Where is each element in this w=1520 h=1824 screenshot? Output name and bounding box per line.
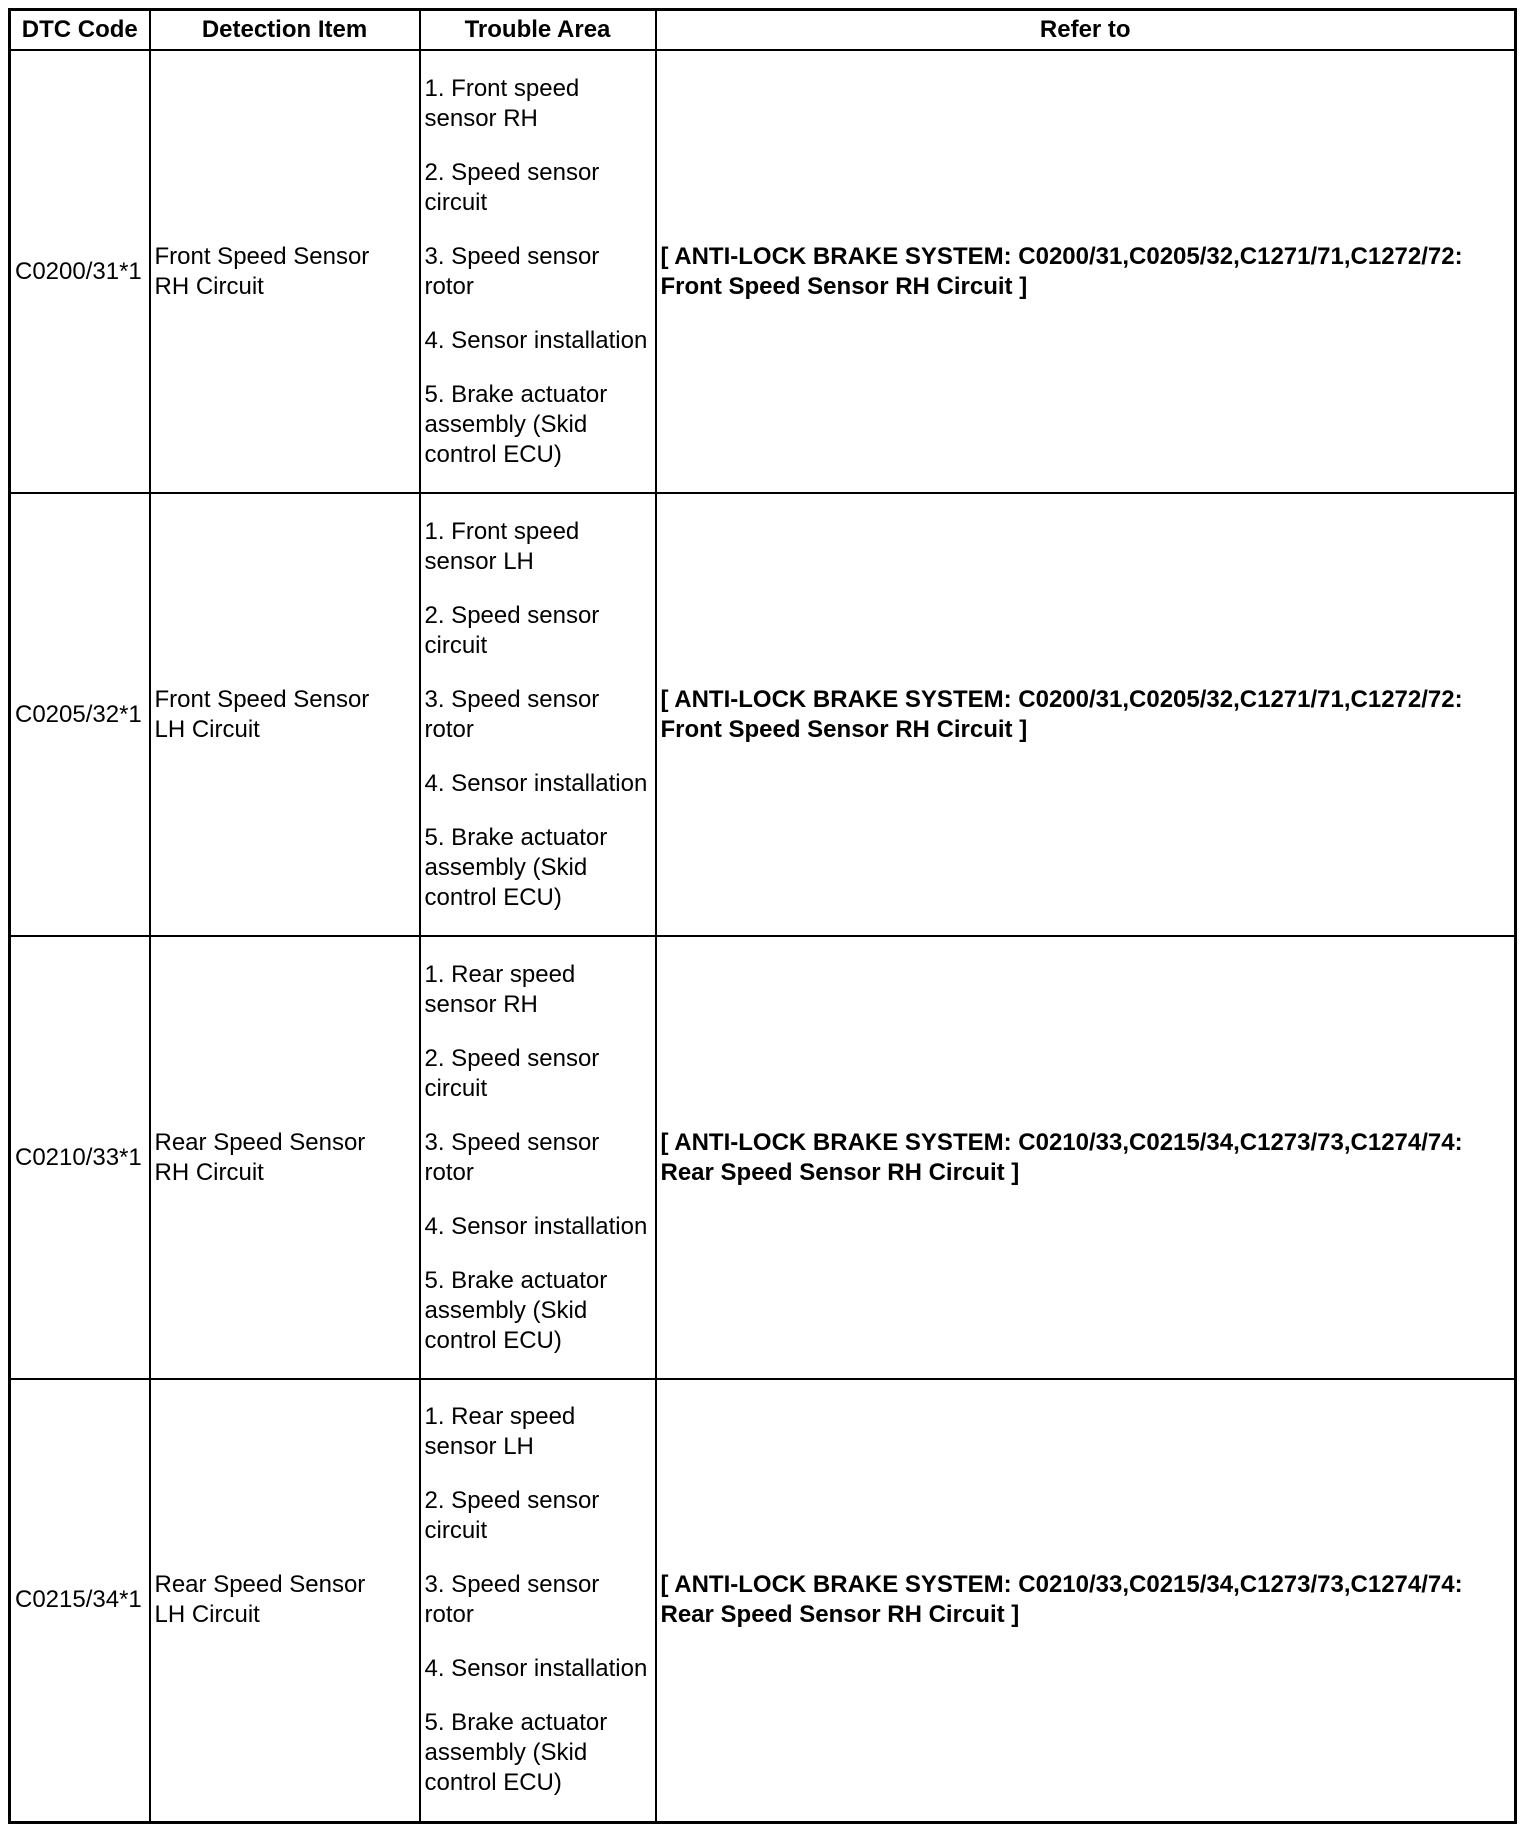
refer-to-link[interactable] — [661, 686, 1463, 743]
refer-to-link[interactable] — [661, 243, 1463, 300]
detection-item-cell — [150, 936, 420, 1379]
trouble-area-cell — [420, 493, 656, 936]
detection-item-line: RH Circuit — [154, 1158, 264, 1186]
trouble-area-item: 3. Speed sensor rotor — [424, 1128, 600, 1186]
table-row — [10, 1379, 1516, 1822]
trouble-area-list — [425, 74, 651, 470]
trouble-area-item: 2. Speed sensor circuit — [424, 1487, 600, 1545]
dtc-code-cell: C0205/32*1 — [10, 493, 150, 936]
header-dtc-code: DTC Code — [10, 10, 150, 51]
detection-item-line: LH Circuit — [154, 715, 260, 743]
trouble-area-item: 2. Speed sensor circuit — [424, 601, 600, 659]
detection-item-cell — [150, 493, 420, 936]
trouble-area-item: 1. Front speed sensor RH — [424, 74, 580, 132]
detection-item-line: LH Circuit — [154, 1601, 260, 1629]
refer-to-line: Rear Speed Sensor RH Circuit ] — [660, 1601, 1020, 1629]
trouble-area-list — [425, 517, 651, 913]
detection-item-line: Rear Speed Sensor — [154, 1128, 366, 1156]
trouble-area-item: 1. Rear speed sensor LH — [424, 1403, 576, 1461]
dtc-code-cell: C0200/31*1 — [10, 50, 150, 493]
trouble-area-item: 2. Speed sensor circuit — [424, 1044, 600, 1102]
refer-to-cell — [656, 1379, 1516, 1822]
trouble-area-cell — [420, 1379, 656, 1822]
refer-to-cell — [656, 936, 1516, 1379]
trouble-area-item: 5. Brake actuator assembly (Skid control ECU) — [424, 1266, 608, 1354]
trouble-area-cell — [420, 50, 656, 493]
dtc-code-cell: C0210/33*1 — [10, 936, 150, 1379]
trouble-area-list — [425, 960, 651, 1356]
refer-to-line: Rear Speed Sensor RH Circuit ] — [660, 1158, 1020, 1186]
trouble-area-cell — [420, 936, 656, 1379]
trouble-area-item: 5. Brake actuator assembly (Skid control ECU) — [424, 380, 608, 468]
refer-to-link[interactable] — [661, 1571, 1463, 1628]
trouble-area-item: 1. Rear speed sensor RH — [424, 960, 576, 1018]
table-row — [10, 493, 1516, 936]
refer-to-line: [ ANTI-LOCK BRAKE SYSTEM: C0200/31,C0205/32,C1271/71,C1272/72: — [660, 685, 1463, 713]
trouble-area-item: 5. Brake actuator assembly (Skid control ECU) — [424, 1709, 608, 1797]
trouble-area-item: 2. Speed sensor circuit — [424, 158, 600, 216]
refer-to-link[interactable] — [661, 1129, 1463, 1186]
refer-to-line: Front Speed Sensor RH Circuit ] — [660, 272, 1028, 300]
table-row — [10, 50, 1516, 493]
trouble-area-item: 3. Speed sensor rotor — [424, 1571, 600, 1629]
trouble-area-item: 4. Sensor installation — [424, 1212, 648, 1240]
refer-to-line: [ ANTI-LOCK BRAKE SYSTEM: C0210/33,C0215/34,C1273/73,C1274/74: — [660, 1571, 1463, 1599]
detection-item-cell — [150, 1379, 420, 1822]
trouble-area-list — [425, 1402, 651, 1798]
refer-to-cell — [656, 50, 1516, 493]
refer-to-line: [ ANTI-LOCK BRAKE SYSTEM: C0200/31,C0205/32,C1271/71,C1272/72: — [660, 242, 1463, 270]
trouble-area-item: 5. Brake actuator assembly (Skid control ECU) — [424, 823, 608, 911]
trouble-area-item: 4. Sensor installation — [424, 326, 648, 354]
header-refer-to: Refer to — [656, 10, 1516, 51]
refer-to-cell — [656, 493, 1516, 936]
refer-to-line: [ ANTI-LOCK BRAKE SYSTEM: C0210/33,C0215/34,C1273/73,C1274/74: — [660, 1128, 1463, 1156]
header-detection-item: Detection Item — [150, 10, 420, 51]
dtc-table — [8, 8, 1517, 1824]
trouble-area-item: 4. Sensor installation — [424, 1655, 648, 1683]
detection-item-line: Front Speed Sensor — [154, 685, 370, 713]
detection-item-line: RH Circuit — [154, 272, 264, 300]
detection-item-line: Front Speed Sensor — [154, 242, 370, 270]
refer-to-line: Front Speed Sensor RH Circuit ] — [660, 715, 1028, 743]
trouble-area-item: 3. Speed sensor rotor — [424, 685, 600, 743]
detection-item-line: Rear Speed Sensor — [154, 1571, 366, 1599]
header-trouble-area: Trouble Area — [420, 10, 656, 51]
dtc-code-cell: C0215/34*1 — [10, 1379, 150, 1822]
trouble-area-item: 1. Front speed sensor LH — [424, 517, 580, 575]
table-row — [10, 936, 1516, 1379]
trouble-area-item: 4. Sensor installation — [424, 769, 648, 797]
table-header-row — [10, 10, 1516, 51]
detection-item-cell — [150, 50, 420, 493]
trouble-area-item: 3. Speed sensor rotor — [424, 242, 600, 300]
